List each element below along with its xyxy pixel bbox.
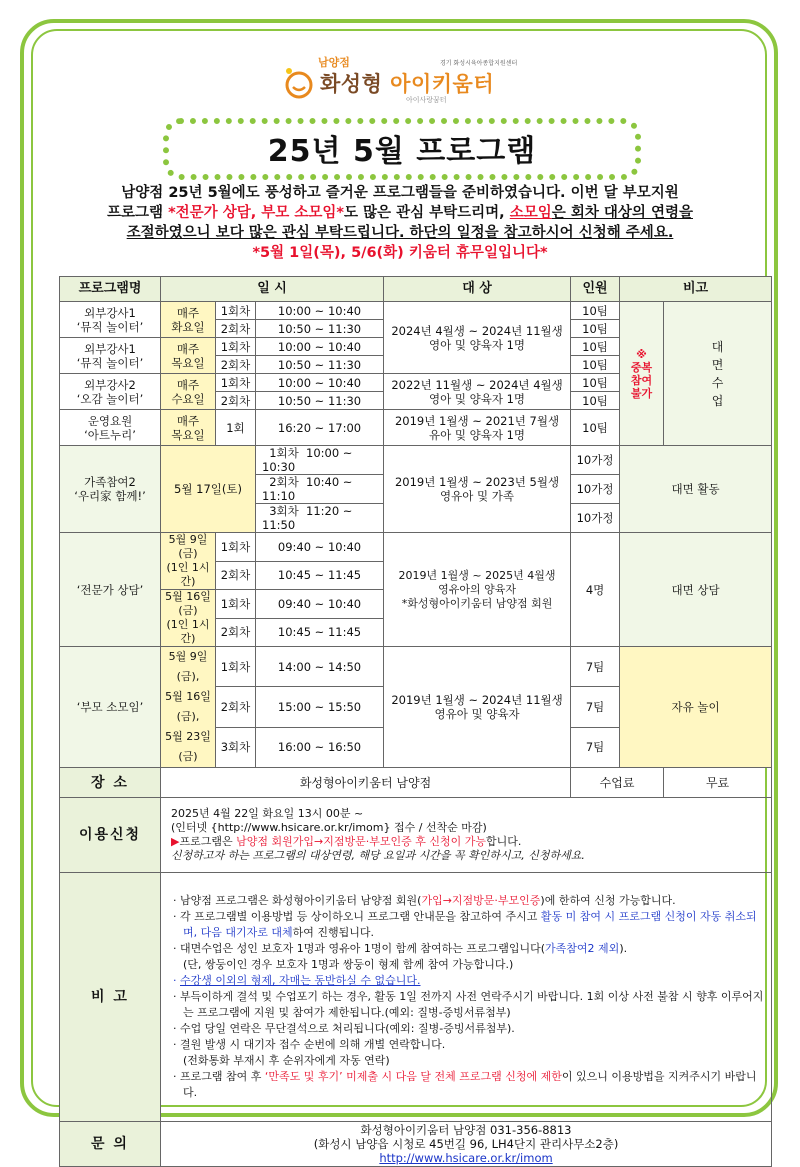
table-header-row: [60, 277, 772, 302]
session: 2회차: [216, 392, 256, 410]
capacity: 7팀: [571, 687, 620, 727]
place-value: 화성형아이키움터 남양점: [161, 768, 571, 798]
list-item: · 결원 발생 시 대기자 접수 순번에 의해 개별 연락합니다. (전화통화 부재시 후 순위자에게 자동 연락): [173, 1038, 446, 1067]
center-logo: [282, 54, 532, 106]
intro-line3: 조절하였으니 보다 많은 관심 부탁드립니다. 하단의 일정을 참고하시어 신청해 주세요.: [126, 225, 674, 241]
capacity: 4명: [571, 533, 620, 647]
notes-row: [60, 873, 772, 1122]
program-name: 외부강사1 ‘뮤직 놀이터’: [60, 338, 161, 374]
header-note: 비고: [620, 277, 772, 302]
session-time: 3회차 11:20 ~ 11:50: [256, 504, 384, 533]
program-name: 외부강사1 ‘뮤직 놀이터’: [60, 302, 161, 338]
intro-text: [60, 183, 740, 263]
session: 1회차: [216, 338, 256, 356]
program-date: 5월 17일(토): [161, 446, 256, 533]
fee-label: 수업료: [571, 768, 664, 798]
program-target: 2019년 1월생 ~ 2025년 4월생 영유아의 양육자 *화성형아이키움터 남양점 회원: [384, 533, 571, 647]
intro-line1: 남양점 25년 5월에도 풍성하고 즐거운 프로그램들을 준비하였습니다. 이번 달 부모지원: [121, 185, 679, 201]
program-name: 가족참여2 ‘우리家 함께!’: [60, 446, 161, 533]
capacity: 10팀: [571, 410, 620, 446]
session-time: 10:50 ~ 11:30: [256, 356, 384, 374]
program-day: 매주 수요일: [161, 374, 216, 410]
list-item: · 남양점 프로그램은 화성형아이키움터 남양점 회원(가입→지점방문·부모인증)에 한하여 신청 가능합니다.: [173, 894, 676, 907]
notes-content: [161, 873, 772, 1122]
logo-tagline: 아이사랑꿈터: [406, 96, 447, 104]
intro-line2: 프로그램 *전문가 상담, 부모 소모임*도 많은 관심 부탁드리며, 소모임은 회차 대상의 연령을: [107, 205, 693, 221]
program-target: 2019년 1월생 ~ 2021년 7월생 유아 및 양육자 1명: [384, 410, 571, 446]
place-label: 장 소: [60, 768, 161, 798]
session: 1회차: [216, 533, 256, 562]
list-item: · 수업 당일 연락은 무단결석으로 처리됩니다(예외: 질병-증빙서류첨부).: [173, 1022, 515, 1035]
apply-label: 이용신청: [60, 798, 161, 873]
table-row: [60, 647, 772, 687]
session-time: 10:00 ~ 10:40: [256, 338, 384, 356]
note-free-play: 자유 놀이: [620, 647, 772, 768]
session-time: 09:40 ~ 10:40: [256, 533, 384, 562]
session: 2회차: [216, 561, 256, 590]
session-time: 09:40 ~ 10:40: [256, 590, 384, 619]
session: 1회차: [216, 590, 256, 619]
header-program: 프로그램명: [60, 277, 161, 302]
program-name: 운영요원 ‘아트누리’: [60, 410, 161, 446]
capacity: 10가정: [571, 475, 620, 504]
session-time: 10:00 ~ 10:40: [256, 302, 384, 320]
contact-label: 문 의: [60, 1122, 161, 1167]
logo-name: 화성형 아이키움터: [320, 72, 495, 96]
header-schedule: 일 시: [161, 277, 384, 302]
program-day: 매주 목요일: [161, 338, 216, 374]
capacity: 10가정: [571, 446, 620, 475]
table-row: [60, 302, 772, 320]
note-consult: 대면 상담: [620, 533, 772, 647]
list-item: · 수강생 이외의 형제, 자매는 동반하실 수 없습니다.: [173, 974, 421, 987]
program-target: 2019년 1월생 ~ 2024년 11월생 영유아 및 양육자: [384, 647, 571, 768]
program-name: ‘전문가 상담’: [60, 533, 161, 647]
session: 1회차: [216, 302, 256, 320]
session-time: 1회차 10:00 ~ 10:30: [256, 446, 384, 475]
logo-branch: 남양점: [318, 56, 350, 69]
apply-row: [60, 798, 772, 873]
capacity: 10팀: [571, 320, 620, 338]
program-day: 매주 화요일: [161, 302, 216, 338]
website-link[interactable]: http://www.hsicare.or.kr/imom: [379, 1151, 553, 1165]
contact-content: 화성형아이키움터 남양점 031-356-8813 (화성시 남양읍 시청로 45번길 96, LH4단지 관리사무소2층) http://www.hsicare.or.kr/imom: [161, 1122, 772, 1167]
table-row: [60, 446, 772, 475]
session: 1회차: [216, 374, 256, 392]
intro-closed-notice: *5월 1일(목), 5/6(화) 키움터 휴무일입니다*: [252, 245, 548, 261]
session: 2회차: [216, 356, 256, 374]
session-time: 16:20 ~ 17:00: [256, 410, 384, 446]
program-date: 5월 9일(금), 5월 16일(금), 5월 23일(금): [161, 647, 216, 768]
sun-face-icon: [282, 66, 316, 100]
session-time: 2회차 10:40 ~ 11:10: [256, 475, 384, 504]
session: 1회: [216, 410, 256, 446]
capacity: 7팀: [571, 727, 620, 767]
capacity: 10팀: [571, 392, 620, 410]
notes-label: 비 고: [60, 873, 161, 1122]
session: 3회차: [216, 727, 256, 767]
session-time: 14:00 ~ 14:50: [256, 647, 384, 687]
session: 1회차: [216, 647, 256, 687]
program-name: ‘부모 소모임’: [60, 647, 161, 768]
program-target: 2019년 1월생 ~ 2023년 5월생 영유아 및 가족: [384, 446, 571, 533]
capacity: 7팀: [571, 647, 620, 687]
list-item: · 각 프로그램별 이용방법 등 상이하오니 프로그램 안내문을 참고하여 주시고 활동 미 참여 시 프로그램 신청이 자동 취소되며, 다음 대기자로 대체하여 진행됩니다.: [173, 910, 757, 939]
note-no-duplicate: ※ 중복 참여 불가: [620, 302, 664, 446]
page-title: 25년 5월 프로그램: [267, 134, 537, 169]
session: 2회차: [216, 687, 256, 727]
note-in-person: 대 면 수 업: [664, 302, 772, 446]
place-row: [60, 768, 772, 798]
capacity: 10팀: [571, 338, 620, 356]
session-time: 10:45 ~ 11:45: [256, 561, 384, 590]
session: 2회차: [216, 320, 256, 338]
session-time: 16:00 ~ 16:50: [256, 727, 384, 767]
program-date: 5월 9일(금) (1인 1시간): [161, 533, 216, 590]
header-target: 대 상: [384, 277, 571, 302]
capacity: 10팀: [571, 356, 620, 374]
program-name: 외부강사2 ‘오감 놀이터’: [60, 374, 161, 410]
table-row: [60, 533, 772, 562]
contact-row: [60, 1122, 772, 1167]
logo-agency: 경기 화성시육아종합지원센터: [440, 60, 518, 67]
program-date: 5월 16일(금) (1인 1시간): [161, 590, 216, 647]
session: 2회차: [216, 618, 256, 647]
program-target: 2022년 11월생 ~ 2024년 4월생 영아 및 양육자 1명: [384, 374, 571, 410]
program-day: 매주 목요일: [161, 410, 216, 446]
capacity: 10가정: [571, 504, 620, 533]
list-item: · 부득이하게 결석 및 수업포기 하는 경우, 활동 1일 전까지 사전 연락주시기 바랍니다. 1회 이상 사전 불참 시 향후 이루어지는 프로그램에 지원 및 참여가 제한됩니다.(예외: 질병-증빙서류첨부): [173, 990, 764, 1019]
session-time: 10:00 ~ 10:40: [256, 374, 384, 392]
program-target: 2024년 4월생 ~ 2024년 11월생 영아 및 양육자 1명: [384, 302, 571, 374]
fee-value: 무료: [664, 768, 772, 798]
session-time: 10:45 ~ 11:45: [256, 618, 384, 647]
apply-content: 2025년 4월 22일 화요일 13시 00분 ~ (인터넷 {http://www.hsicare.or.kr/imom} 접수 / 선착순 마감) ▶프로그램은 남양점 회원가입→지점방문·부모인증 후 신청이 가능합니다. 신청하고자 하는 프로그램의 대상연령, 해당 요일과 시간을 꼭 확인하시고, 신청하세요.: [161, 798, 772, 873]
capacity: 10팀: [571, 374, 620, 392]
list-item: · 프로그램 참여 후 ‘만족도 및 후기’ 미제출 시 다음 달 전체 프로그램 신청에 제한이 있으니 이용방법을 지켜주시기 바랍니다.: [173, 1070, 757, 1099]
session-time: 15:00 ~ 15:50: [256, 687, 384, 727]
session-time: 10:50 ~ 11:30: [256, 392, 384, 410]
header-capacity: 인원: [571, 277, 620, 302]
capacity: 10팀: [571, 302, 620, 320]
program-table: [59, 276, 772, 1167]
session-time: 10:50 ~ 11:30: [256, 320, 384, 338]
list-item: · 대면수업은 성인 보호자 1명과 영유아 1명이 함께 참여하는 프로그램입니다(가족참여2 제외). (단, 쌍둥이인 경우 보호자 1명과 쌍둥이 형제 함께 참여 가능합니다.): [173, 942, 628, 971]
note-family: 대면 활동: [620, 446, 772, 533]
